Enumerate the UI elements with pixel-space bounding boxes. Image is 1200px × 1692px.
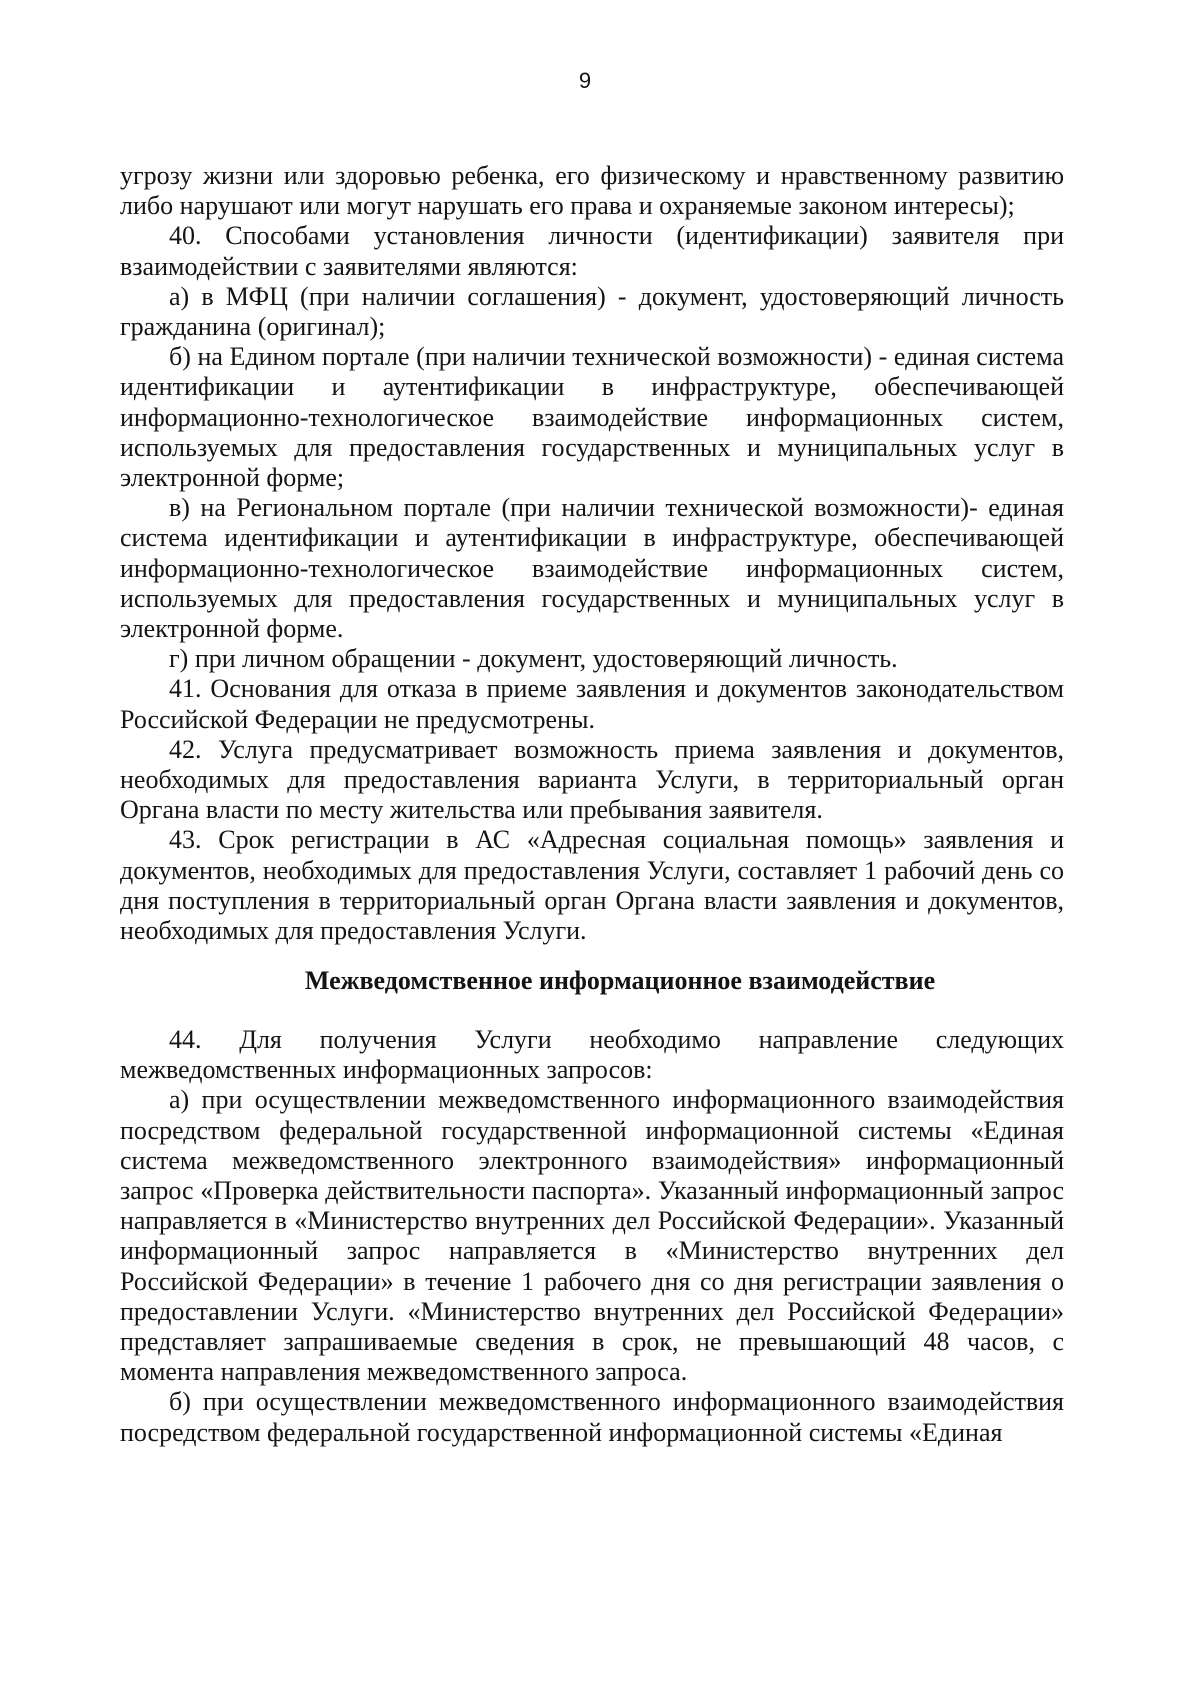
paragraph-continuation: угрозу жизни или здоровью ребенка, его физическому и нравственному развитию либо нарушают или могут нарушать его права и охраняемые законом интересы); bbox=[120, 161, 1064, 221]
section-body-1 bbox=[120, 161, 1064, 946]
paragraph-42: 42. Услуга предусматривает возможность приема заявления и документов, необходимых для предоставления варианта Услуги, в территориальный орган Органа власти по месту жительства или пребывания заявителя. bbox=[120, 734, 1064, 825]
paragraph-40b: б) на Едином портале (при наличии технической возможности) - единая система идентификации и аутентификации в инфраструктуре, обеспечивающей информационно-технологическое взаимодействие информационных систем, используемых для предоставления государственных и муниципальных услуг в электронной форме; bbox=[120, 342, 1064, 493]
paragraph-40: 40. Способами установления личности (идентификации) заявителя при взаимодействии с заявителями являются: bbox=[120, 221, 1064, 281]
section-heading: Межведомственное информационное взаимодействие bbox=[304, 966, 936, 995]
paragraph-40g: г) при личном обращении - документ, удостоверяющий личность. bbox=[169, 644, 898, 674]
paragraph-44b: б) при осуществлении межведомственного информационного взаимодействия посредством федеральной государственной информационной системы «Единая bbox=[120, 1387, 1064, 1447]
section-body-2 bbox=[120, 1025, 1064, 1448]
paragraph-40a: а) в МФЦ (при наличии соглашения) - документ, удостоверяющий личность гражданина (оригинал); bbox=[120, 281, 1064, 342]
paragraph-44: 44. Для получения Услуги необходимо направление следующих межведомственных информационных запросов: bbox=[120, 1025, 1064, 1085]
paragraph-44a: а) при осуществлении межведомственного информационного взаимодействия посредством федеральной государственной информационной системы «Единая система межведомственного электронного взаимодействия» информационный запрос «Проверка действительности паспорта». Указанный информационный запрос направляется в «Министерство внутренних дел Российской Федерации». Указанный информационный запрос направляется в «Министерство внутренних дел Российской Федерации» в течение 1 рабочего дня со дня регистрации заявления о предоставлении Услуги. «Министерство внутренних дел Российской Федерации» представляет запрашиваемые сведения в срок, не превышающий 48 часов, с момента направления межведомственного запроса. bbox=[120, 1085, 1064, 1387]
paragraph-43: 43. Срок регистрации в АС «Адресная социальная помощь» заявления и документов, необходимых для предоставления Услуги, составляет 1 рабочий день со дня поступления в территориальный орган Органа власти заявления и документов, необходимых для предоставления Услуги. bbox=[120, 825, 1064, 946]
paragraph-40v: в) на Региональном портале (при наличии технической возможности)- единая система идентификации и аутентификации в инфраструктуре, обеспечивающей информационно-технологическое взаимодействие информационных систем, используемых для предоставления государственных и муниципальных услуг в электронной форме. bbox=[120, 493, 1064, 644]
page-number: 9 bbox=[578, 68, 592, 93]
paragraph-41: 41. Основания для отказа в приеме заявления и документов законодательством Российской Федерации не предусмотрены. bbox=[120, 674, 1064, 734]
